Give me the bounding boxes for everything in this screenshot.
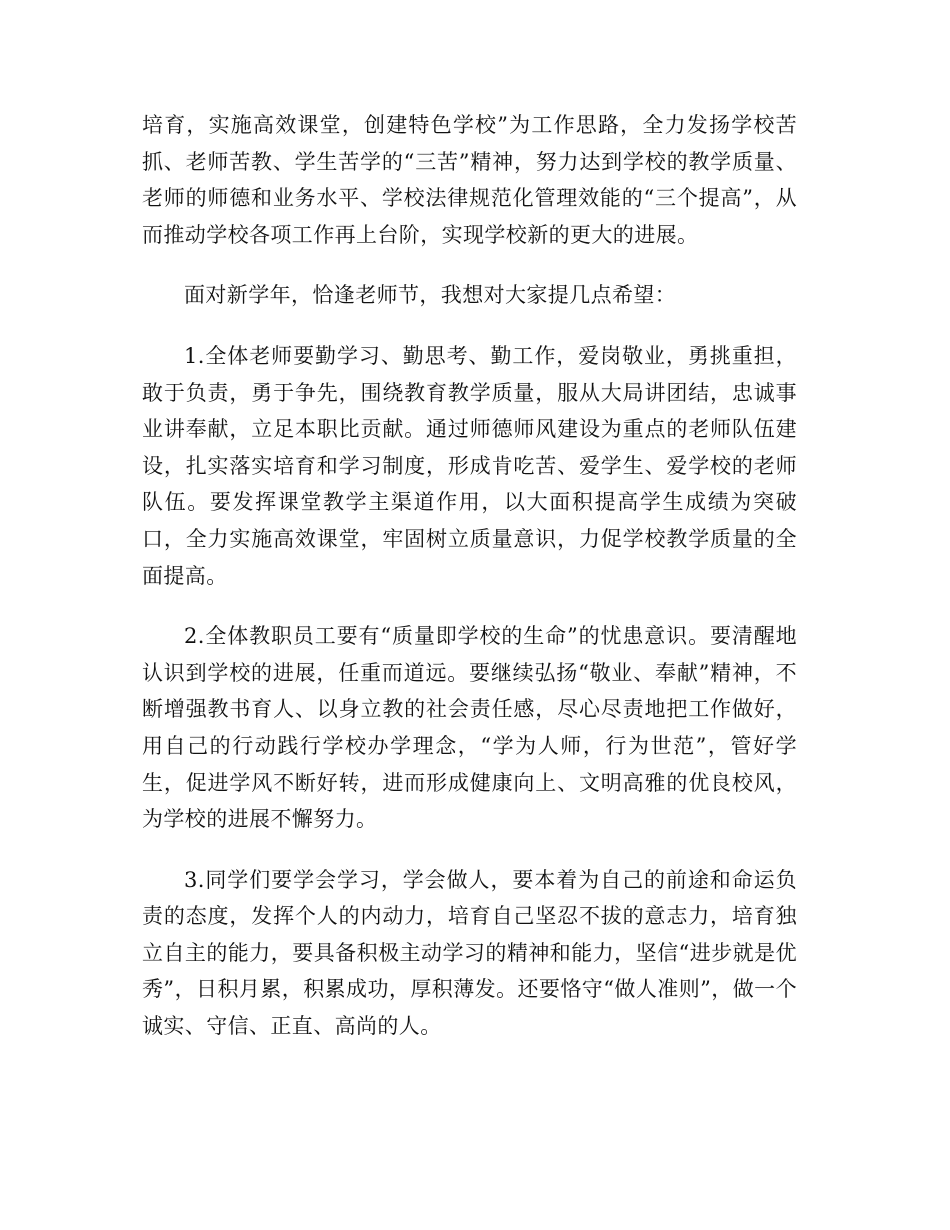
paragraph-hope-teachers: 1.全体老师要勤学习、勤思考、勤工作，爱岗敬业，勇挑重担，敢于负责，勇于争先，围绕教育教学质量，服从大局讲团结，忠诚事业讲奉献，立足本职比贡献。通过师德师风建设为重点的老师队伍建设，扎实落实培育和学习制度，形成肯吃苦、爱学生、爱学校的老师队伍。要发挥课堂教学主渠道作用，以大面积提高学生成绩为突破口，全力实施高效课堂，牢固树立质量意识，力促学校教学质量的全面提高。 bbox=[142, 343, 797, 588]
document-body bbox=[142, 107, 797, 1069]
paragraph-continuation: 培育，实施高效课堂，创建特色学校”为工作思路，全力发扬学校苦抓、老师苦教、学生苦学的“三苦”精神，努力达到学校的教学质量、老师的师德和业务水平、学校法律规范化管理效能的“三个提高”，从而推动学校各项工作再上台阶，实现学校新的更大的进展。 bbox=[142, 113, 797, 247]
paragraph-hope-staff: 2.全体教职员工要有“质量即学校的生命”的忧患意识。要清醒地认识到学校的进展，任重而道远。要继续弘扬“敬业、奉献”精神，不断增强教书育人、以身立教的社会责任感，尽心尽责地把工作做好，用自己的行动践行学校办学理念，“学为人师，行为世范”，管好学生，促进学风不断好转，进而形成健康向上、文明高雅的优良校风，为学校的进展不懈努力。 bbox=[142, 624, 797, 832]
paragraph-hope-students: 3.同学们要学会学习，学会做人，要本着为自己的前途和命运负责的态度，发挥个人的内动力，培育自己坚忍不拔的意志力，培育独立自主的能力，要具备积极主动学习的精神和能力，坚信“进步就是优秀”，日积月累，积累成功，厚积薄发。还要恪守“做人准则”，做一个诚实、守信、正直、高尚的人。 bbox=[142, 867, 797, 1039]
paragraph-intro-hopes: 面对新学年，恰逢老师节，我想对大家提几点希望： bbox=[184, 283, 677, 308]
